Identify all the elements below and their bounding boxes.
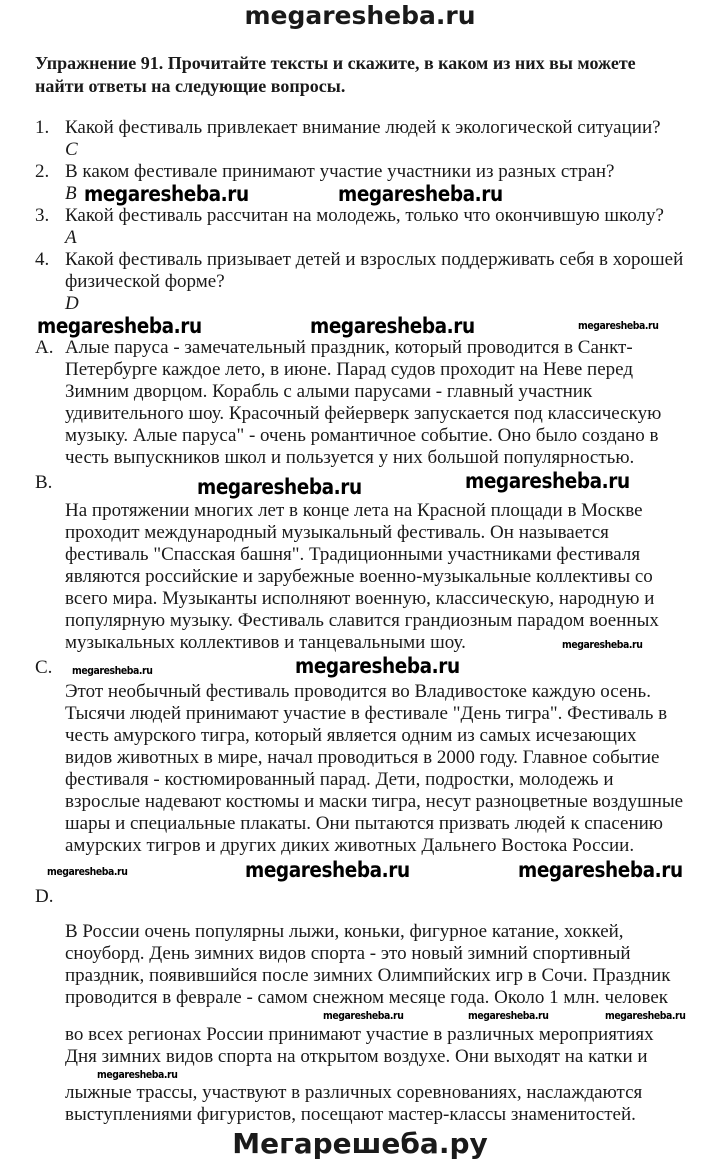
watermark: megaresheba.ru bbox=[310, 314, 475, 338]
question-number: 1. bbox=[35, 117, 50, 138]
text-line: честь выпускников школ и пользуется у них большой популярностью. bbox=[65, 447, 635, 468]
text-line: взрослые надевают костюмы и маски тигра, несут разноцветные воздушные bbox=[65, 791, 684, 812]
text-line: удивительного шоу. Красочный фейерверк запускается под классическую bbox=[65, 403, 662, 424]
text-line: Петербурге каждое лето, в июне. Парад судов проходит на Неве перед bbox=[65, 359, 633, 380]
site-footer: Мегарешеба.ру bbox=[232, 1127, 488, 1160]
watermark: megaresheba.ru bbox=[37, 314, 202, 338]
text-label: B. bbox=[35, 472, 53, 493]
exercise-title: найти ответы на следующие вопросы. bbox=[35, 76, 346, 96]
text-line: фестиваль "Спасская башня". Традиционными участниками фестиваля bbox=[65, 544, 641, 565]
watermark: megaresheba.ru bbox=[323, 1009, 404, 1022]
text-line: фестиваля - костюмированный парад. Дети, подростки, молодежь и bbox=[65, 769, 614, 790]
question-text: Какой фестиваль привлекает внимание людей к экологической ситуации? bbox=[65, 117, 661, 138]
text-line: Этот необычный фестиваль проводится во Владивостоке каждую осень. bbox=[65, 681, 651, 702]
text-line: во всех регионах России принимают участие в различных мероприятиях bbox=[65, 1024, 654, 1045]
question-answer: D bbox=[65, 293, 79, 314]
text-line: проводится в феврале - самом снежном месяце года. Около 1 млн. человек bbox=[65, 987, 669, 1008]
exercise-title: Упражнение 91. Прочитайте тексты и скажите, в каком из них вы можете bbox=[35, 53, 636, 73]
watermark: megaresheba.ru bbox=[562, 638, 643, 651]
watermark: megaresheba.ru bbox=[468, 1009, 549, 1022]
question-text: В каком фестивале принимают участие участники из разных стран? bbox=[65, 161, 615, 182]
text-line: честь амурского тигра, который является одним из самых исчезающих bbox=[65, 725, 637, 746]
watermark: megaresheba.ru bbox=[578, 319, 659, 332]
text-line: видов животных в мире, начал проводиться в 2000 году. Главное событие bbox=[65, 747, 660, 768]
question-text: Какой фестиваль призывает детей и взрослых поддерживать себя в хорошей bbox=[65, 249, 684, 270]
watermark: megaresheba.ru bbox=[197, 475, 362, 499]
watermark: megaresheba.ru bbox=[72, 664, 153, 677]
text-line: Тысячи людей принимают участие в фестивале "День тигра". Фестиваль в bbox=[65, 703, 668, 724]
text-line: лыжные трассы, участвуют в различных соревнованиях, наслаждаются bbox=[65, 1082, 643, 1103]
text-line: Зимним дворцом. Корабль с алыми парусами - главный участник bbox=[65, 381, 593, 402]
text-line: праздник, появившийся после зимних Олимпийских игр в Сочи. Праздник bbox=[65, 965, 671, 986]
text-line: музыку. Алые паруса" - очень романтичное событие. Оно было создано в bbox=[65, 425, 659, 446]
question-number: 4. bbox=[35, 249, 50, 270]
text-line: шары и специальные плакаты. Они пытаются призвать людей к спасению bbox=[65, 813, 663, 834]
text-label: D. bbox=[35, 886, 54, 907]
watermark: megaresheba.ru bbox=[84, 182, 249, 206]
text-line: амурских тигров и других диких животных Дальнего Востока России. bbox=[65, 835, 635, 856]
watermark: megaresheba.ru bbox=[295, 654, 460, 678]
text-line: В России очень популярны лыжи, коньки, фигурное катание, хоккей, bbox=[65, 921, 624, 942]
question-answer: A bbox=[65, 227, 77, 248]
question-number: 3. bbox=[35, 205, 50, 226]
text-label: C. bbox=[35, 657, 53, 678]
text-line: сноуборд. День зимних видов спорта - это новый зимний спортивный bbox=[65, 943, 631, 964]
watermark: megaresheba.ru bbox=[518, 858, 683, 882]
text-line: проходит международный музыкальный фестиваль. Он называется bbox=[65, 522, 609, 543]
watermark: megaresheba.ru bbox=[605, 1009, 686, 1022]
watermark: megaresheba.ru bbox=[245, 858, 410, 882]
text-line: На протяжении многих лет в конце лета на Красной площади в Москве bbox=[65, 500, 643, 521]
watermark: megaresheba.ru bbox=[97, 1068, 178, 1081]
text-label: A. bbox=[35, 337, 54, 358]
question-number: 2. bbox=[35, 161, 50, 182]
question-answer: B bbox=[65, 183, 77, 204]
question-text: Какой фестиваль рассчитан на молодежь, только что окончившую школу? bbox=[65, 205, 664, 226]
text-line: являются российские и зарубежные военно-музыкальные коллективы со bbox=[65, 566, 653, 587]
text-line: популярную музыку. Фестиваль славится грандиозным парадом военных bbox=[65, 610, 659, 631]
text-line: Дня зимних видов спорта на открытом воздухе. Они выходят на катки и bbox=[65, 1046, 648, 1067]
text-line: Алые паруса - замечательный праздник, который проводится в Санкт- bbox=[65, 337, 633, 358]
question-answer: C bbox=[65, 139, 78, 160]
text-line: музыкальных коллективов и танцевальными шоу. bbox=[65, 632, 466, 653]
watermark: megaresheba.ru bbox=[338, 182, 503, 206]
watermark: megaresheba.ru bbox=[465, 469, 630, 493]
text-line: выступлениями фигуристов, посещают мастер-классы знаменитостей. bbox=[65, 1104, 636, 1125]
text-line: всего мира. Музыканты исполняют военную, классическую, народную и bbox=[65, 588, 655, 609]
site-header: megaresheba.ru bbox=[244, 1, 476, 30]
question-text: физической форме? bbox=[65, 271, 225, 292]
watermark: megaresheba.ru bbox=[47, 865, 128, 878]
